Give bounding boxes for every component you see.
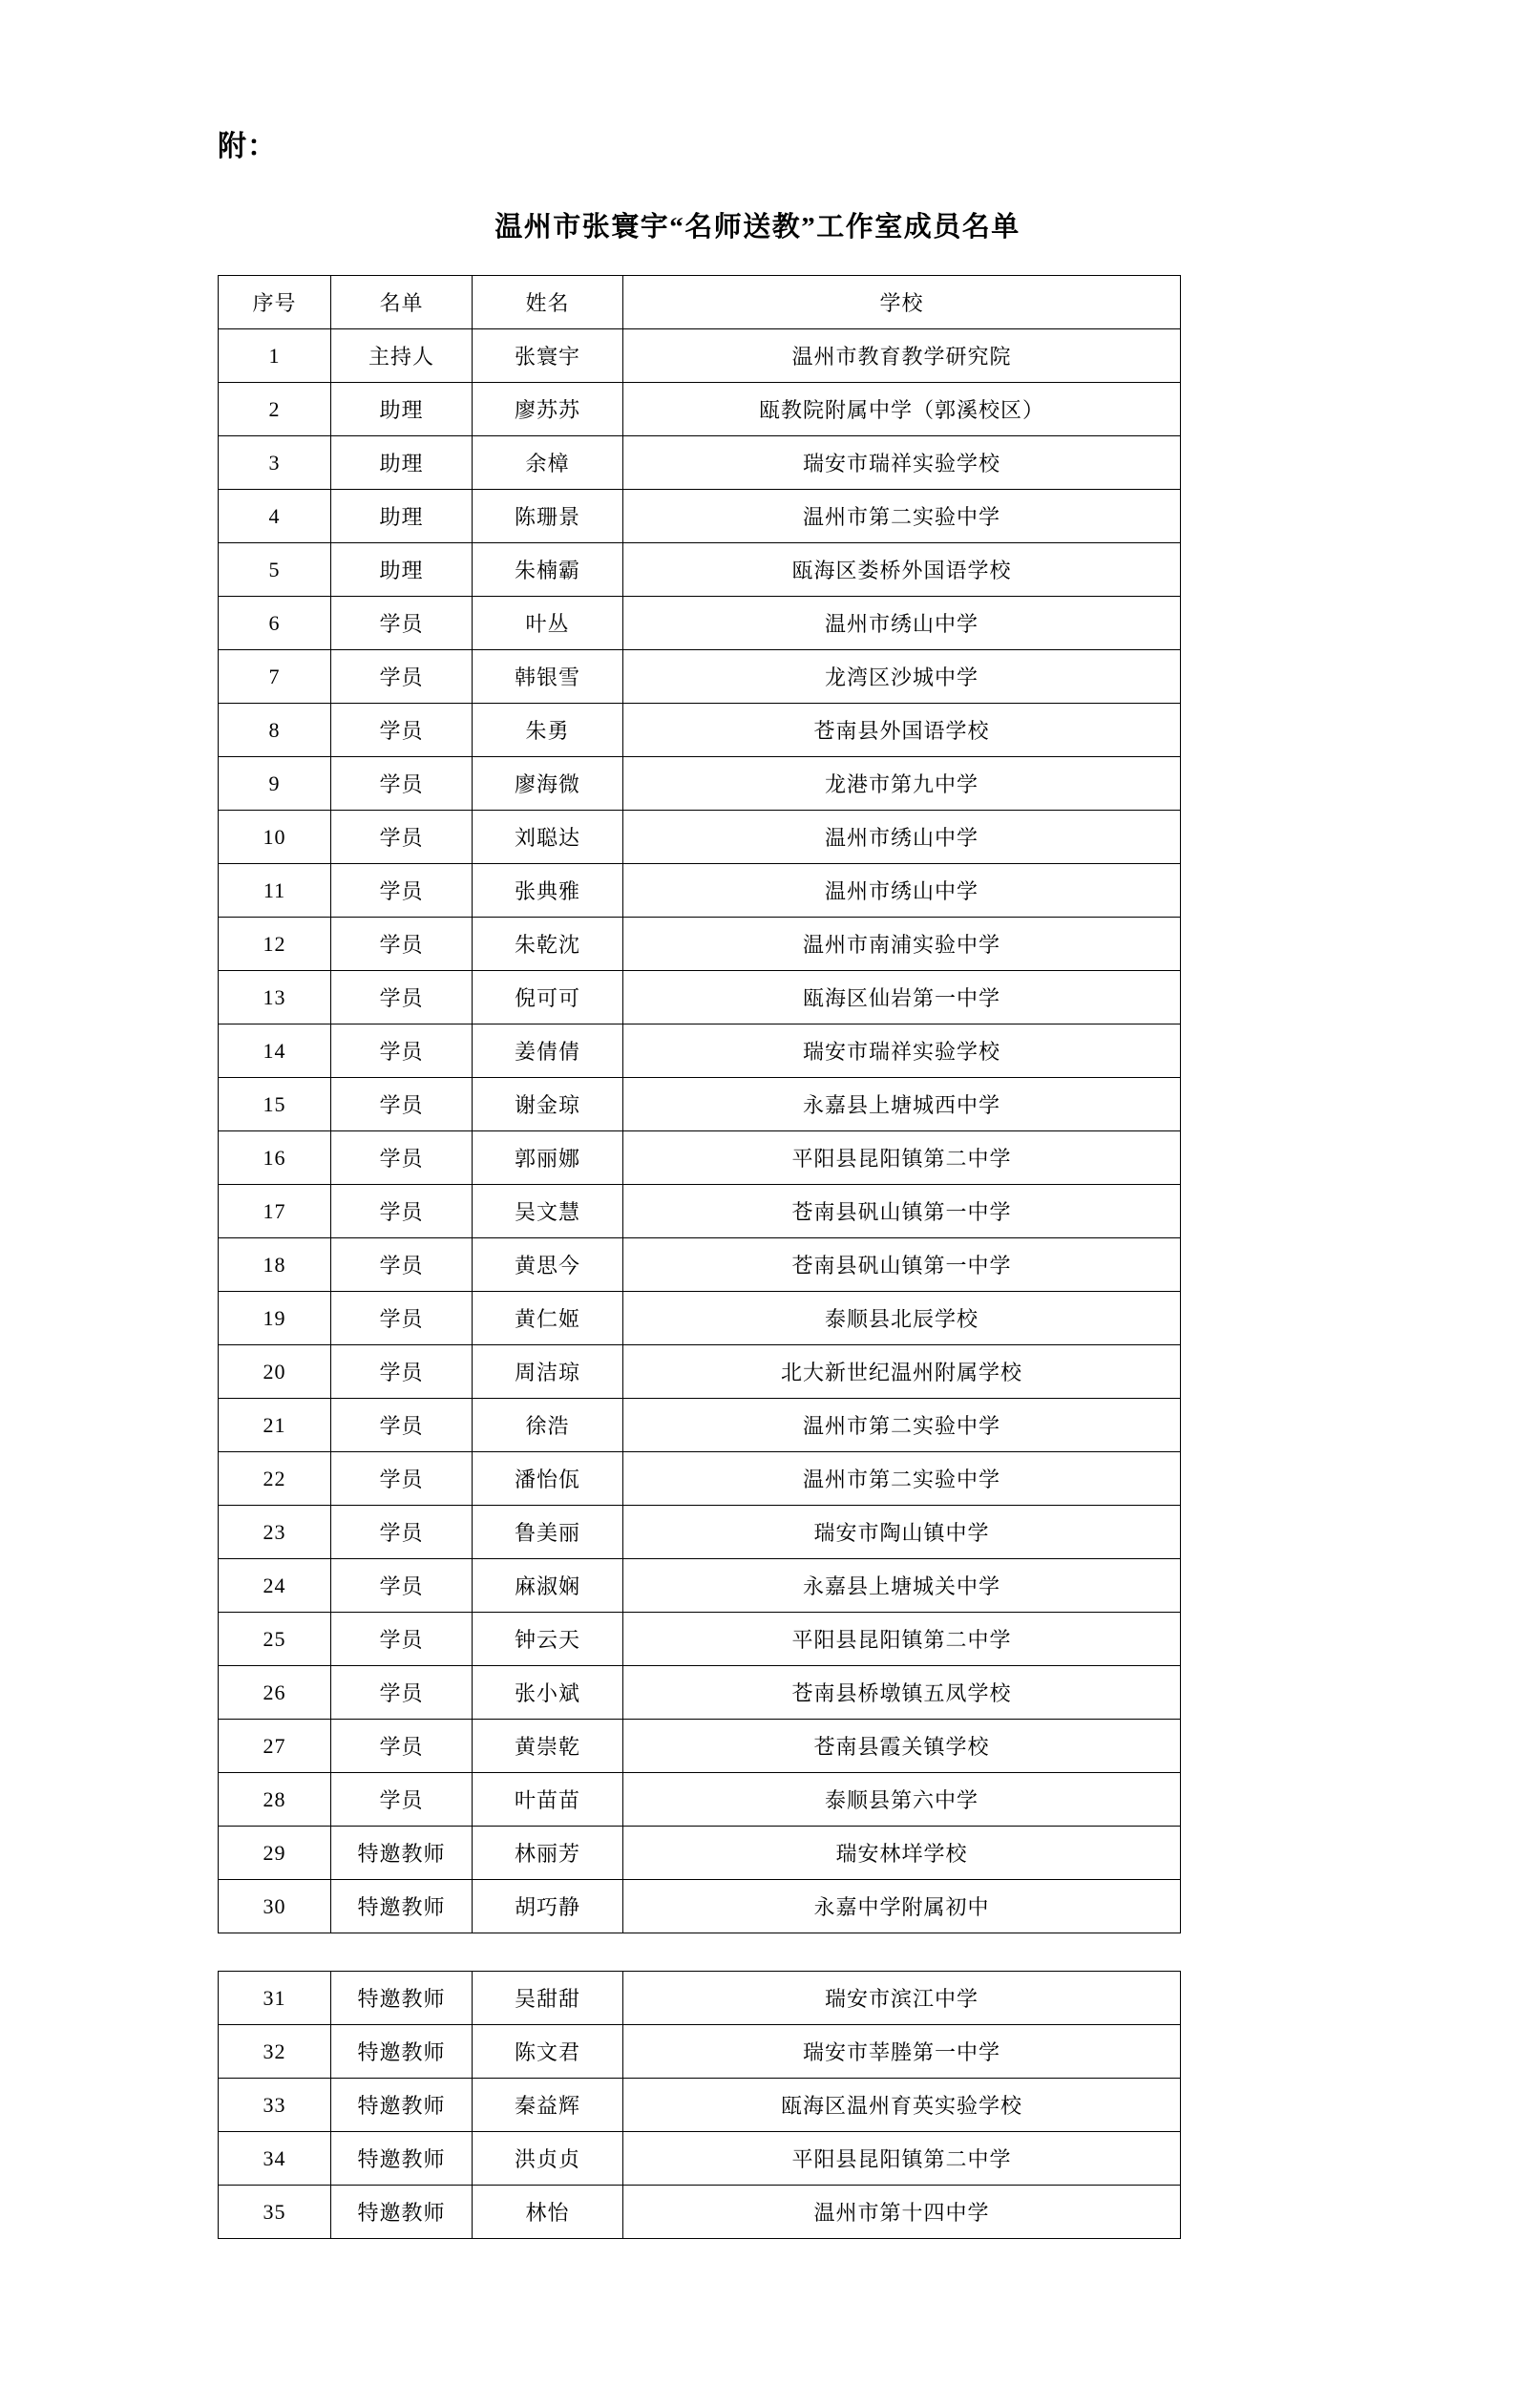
cell-index: 4 <box>219 490 331 543</box>
cell-name: 麻淑娴 <box>473 1559 623 1613</box>
cell-role: 学员 <box>331 757 473 811</box>
table-row <box>219 1880 1181 1933</box>
cell-name: 秦益辉 <box>473 2079 623 2132</box>
cell-school: 瓯教院附属中学（郭溪校区） <box>623 383 1181 436</box>
cell-index: 34 <box>219 2132 331 2186</box>
cell-school: 北大新世纪温州附属学校 <box>623 1345 1181 1399</box>
table-row <box>219 1024 1181 1078</box>
cell-school: 温州市第二实验中学 <box>623 490 1181 543</box>
table-row <box>219 1666 1181 1720</box>
table-row <box>219 383 1181 436</box>
table-row <box>219 1559 1181 1613</box>
cell-name: 周洁琼 <box>473 1345 623 1399</box>
cell-school: 温州市教育教学研究院 <box>623 329 1181 383</box>
cell-index: 19 <box>219 1292 331 1345</box>
cell-name: 陈珊景 <box>473 490 623 543</box>
cell-name: 潘怡佤 <box>473 1452 623 1506</box>
table-row <box>219 436 1181 490</box>
cell-school: 瓯海区娄桥外国语学校 <box>623 543 1181 597</box>
cell-school: 苍南县外国语学校 <box>623 704 1181 757</box>
table-row <box>219 1452 1181 1506</box>
table-row <box>219 1345 1181 1399</box>
cell-role: 学员 <box>331 864 473 918</box>
cell-school: 苍南县矾山镇第一中学 <box>623 1238 1181 1292</box>
cell-role: 学员 <box>331 1559 473 1613</box>
cell-name: 胡巧静 <box>473 1880 623 1933</box>
cell-school: 苍南县霞关镇学校 <box>623 1720 1181 1773</box>
table-row <box>219 811 1181 864</box>
cell-index: 33 <box>219 2079 331 2132</box>
cell-role: 学员 <box>331 1720 473 1773</box>
cell-role: 学员 <box>331 1292 473 1345</box>
cell-school: 龙港市第九中学 <box>623 757 1181 811</box>
cell-school: 瑞安市滨江中学 <box>623 1972 1181 2025</box>
cell-school: 温州市第二实验中学 <box>623 1452 1181 1506</box>
table-row <box>219 1399 1181 1452</box>
cell-index: 30 <box>219 1880 331 1933</box>
cell-role: 特邀教师 <box>331 2025 473 2079</box>
cell-name: 陈文君 <box>473 2025 623 2079</box>
cell-name: 朱勇 <box>473 704 623 757</box>
cell-index: 3 <box>219 436 331 490</box>
column-header-index: 序号 <box>219 276 331 329</box>
table-row <box>219 650 1181 704</box>
cell-school: 平阳县昆阳镇第二中学 <box>623 2132 1181 2186</box>
table-row <box>219 2025 1181 2079</box>
table-row <box>219 1292 1181 1345</box>
cell-index: 35 <box>219 2186 331 2239</box>
cell-name: 黄思今 <box>473 1238 623 1292</box>
cell-index: 1 <box>219 329 331 383</box>
cell-role: 学员 <box>331 1506 473 1559</box>
cell-role: 学员 <box>331 1185 473 1238</box>
cell-role: 学员 <box>331 1078 473 1131</box>
cell-school: 温州市第二实验中学 <box>623 1399 1181 1452</box>
table-row <box>219 1078 1181 1131</box>
page-title: 温州市张寰宇“名师送教”工作室成员名单 <box>494 212 1021 243</box>
table-row <box>219 490 1181 543</box>
cell-school: 平阳县昆阳镇第二中学 <box>623 1131 1181 1185</box>
cell-name: 林怡 <box>473 2186 623 2239</box>
table-row <box>219 2132 1181 2186</box>
cell-role: 特邀教师 <box>331 1972 473 2025</box>
cell-role: 学员 <box>331 650 473 704</box>
cell-index: 32 <box>219 2025 331 2079</box>
cell-name: 谢金琼 <box>473 1078 623 1131</box>
table-row <box>219 1827 1181 1880</box>
cell-role: 特邀教师 <box>331 1880 473 1933</box>
roster-body-part1 <box>219 329 1181 1933</box>
cell-school: 温州市绣山中学 <box>623 864 1181 918</box>
cell-school: 苍南县桥墩镇五凤学校 <box>623 1666 1181 1720</box>
cell-index: 23 <box>219 1506 331 1559</box>
cell-school: 温州市绣山中学 <box>623 597 1181 650</box>
cell-name: 黄仁姬 <box>473 1292 623 1345</box>
cell-role: 学员 <box>331 1399 473 1452</box>
cell-index: 9 <box>219 757 331 811</box>
cell-school: 平阳县昆阳镇第二中学 <box>623 1613 1181 1666</box>
cell-name: 姜倩倩 <box>473 1024 623 1078</box>
cell-role: 学员 <box>331 704 473 757</box>
cell-index: 31 <box>219 1972 331 2025</box>
table-row <box>219 543 1181 597</box>
table-row <box>219 1972 1181 2025</box>
cell-school: 永嘉中学附属初中 <box>623 1880 1181 1933</box>
cell-name: 韩银雪 <box>473 650 623 704</box>
cell-name: 叶丛 <box>473 597 623 650</box>
cell-index: 5 <box>219 543 331 597</box>
cell-name: 吴甜甜 <box>473 1972 623 2025</box>
table-row <box>219 864 1181 918</box>
cell-school: 瑞安林垟学校 <box>623 1827 1181 1880</box>
cell-school: 瑞安市瑞祥实验学校 <box>623 436 1181 490</box>
cell-name: 朱乾沈 <box>473 918 623 971</box>
cell-school: 瑞安市莘塍第一中学 <box>623 2025 1181 2079</box>
cell-index: 16 <box>219 1131 331 1185</box>
cell-school: 永嘉县上塘城关中学 <box>623 1559 1181 1613</box>
cell-name: 朱楠霸 <box>473 543 623 597</box>
table-row <box>219 329 1181 383</box>
cell-school: 瑞安市陶山镇中学 <box>623 1506 1181 1559</box>
cell-name: 廖苏苏 <box>473 383 623 436</box>
cell-index: 29 <box>219 1827 331 1880</box>
cell-name: 郭丽娜 <box>473 1131 623 1185</box>
cell-school: 龙湾区沙城中学 <box>623 650 1181 704</box>
cell-role: 学员 <box>331 597 473 650</box>
column-header-school: 学校 <box>623 276 1181 329</box>
cell-role: 学员 <box>331 1773 473 1827</box>
cell-name: 钟云天 <box>473 1613 623 1666</box>
cell-role: 特邀教师 <box>331 2132 473 2186</box>
cell-school: 泰顺县北辰学校 <box>623 1292 1181 1345</box>
roster-body-part2 <box>219 1972 1181 2239</box>
cell-name: 刘聪达 <box>473 811 623 864</box>
cell-name: 鲁美丽 <box>473 1506 623 1559</box>
cell-role: 特邀教师 <box>331 2186 473 2239</box>
cell-index: 6 <box>219 597 331 650</box>
roster-table-part2 <box>218 1971 1181 2239</box>
table-row <box>219 1773 1181 1827</box>
cell-name: 张寰宇 <box>473 329 623 383</box>
column-header-role: 名单 <box>331 276 473 329</box>
cell-school: 泰顺县第六中学 <box>623 1773 1181 1827</box>
cell-school: 苍南县矾山镇第一中学 <box>623 1185 1181 1238</box>
cell-index: 20 <box>219 1345 331 1399</box>
table-row <box>219 1720 1181 1773</box>
cell-index: 8 <box>219 704 331 757</box>
cell-index: 22 <box>219 1452 331 1506</box>
cell-name: 倪可可 <box>473 971 623 1024</box>
cell-role: 特邀教师 <box>331 1827 473 1880</box>
table-header-row <box>219 276 1181 329</box>
table-row <box>219 757 1181 811</box>
cell-role: 特邀教师 <box>331 2079 473 2132</box>
cell-role: 学员 <box>331 1666 473 1720</box>
table-row <box>219 1506 1181 1559</box>
cell-name: 洪贞贞 <box>473 2132 623 2186</box>
cell-role: 助理 <box>331 490 473 543</box>
cell-index: 7 <box>219 650 331 704</box>
cell-index: 13 <box>219 971 331 1024</box>
cell-role: 学员 <box>331 1452 473 1506</box>
table-row <box>219 2079 1181 2132</box>
table-row <box>219 1131 1181 1185</box>
cell-school: 瓯海区仙岩第一中学 <box>623 971 1181 1024</box>
cell-role: 助理 <box>331 543 473 597</box>
cell-index: 21 <box>219 1399 331 1452</box>
cell-school: 瓯海区温州育英实验学校 <box>623 2079 1181 2132</box>
cell-name: 叶苗苗 <box>473 1773 623 1827</box>
cell-index: 27 <box>219 1720 331 1773</box>
table-row <box>219 918 1181 971</box>
table-row <box>219 971 1181 1024</box>
cell-index: 18 <box>219 1238 331 1292</box>
column-header-name: 姓名 <box>473 276 623 329</box>
cell-index: 26 <box>219 1666 331 1720</box>
cell-name: 徐浩 <box>473 1399 623 1452</box>
cell-name: 张小斌 <box>473 1666 623 1720</box>
table-row <box>219 2186 1181 2239</box>
table-row <box>219 704 1181 757</box>
cell-school: 永嘉县上塘城西中学 <box>623 1078 1181 1131</box>
cell-index: 17 <box>219 1185 331 1238</box>
cell-name: 廖海微 <box>473 757 623 811</box>
cell-role: 学员 <box>331 1238 473 1292</box>
cell-role: 学员 <box>331 1345 473 1399</box>
cell-role: 助理 <box>331 436 473 490</box>
table-row <box>219 1238 1181 1292</box>
cell-index: 25 <box>219 1613 331 1666</box>
cell-role: 助理 <box>331 383 473 436</box>
cell-index: 24 <box>219 1559 331 1613</box>
cell-index: 10 <box>219 811 331 864</box>
cell-index: 14 <box>219 1024 331 1078</box>
cell-name: 张典雅 <box>473 864 623 918</box>
cell-name: 余樟 <box>473 436 623 490</box>
cell-index: 28 <box>219 1773 331 1827</box>
attachment-label: 附： <box>218 131 277 162</box>
table-row <box>219 597 1181 650</box>
cell-index: 12 <box>219 918 331 971</box>
cell-school: 温州市绣山中学 <box>623 811 1181 864</box>
roster-table-part1 <box>218 275 1181 1933</box>
cell-school: 温州市南浦实验中学 <box>623 918 1181 971</box>
cell-index: 15 <box>219 1078 331 1131</box>
cell-role: 学员 <box>331 1131 473 1185</box>
table-row <box>219 1185 1181 1238</box>
cell-role: 学员 <box>331 1613 473 1666</box>
cell-name: 林丽芳 <box>473 1827 623 1880</box>
cell-role: 学员 <box>331 811 473 864</box>
cell-role: 主持人 <box>331 329 473 383</box>
cell-role: 学员 <box>331 1024 473 1078</box>
cell-index: 2 <box>219 383 331 436</box>
cell-school: 温州市第十四中学 <box>623 2186 1181 2239</box>
cell-role: 学员 <box>331 918 473 971</box>
cell-role: 学员 <box>331 971 473 1024</box>
cell-school: 瑞安市瑞祥实验学校 <box>623 1024 1181 1078</box>
cell-name: 吴文慧 <box>473 1185 623 1238</box>
cell-index: 11 <box>219 864 331 918</box>
cell-name: 黄崇乾 <box>473 1720 623 1773</box>
table-row <box>219 1613 1181 1666</box>
